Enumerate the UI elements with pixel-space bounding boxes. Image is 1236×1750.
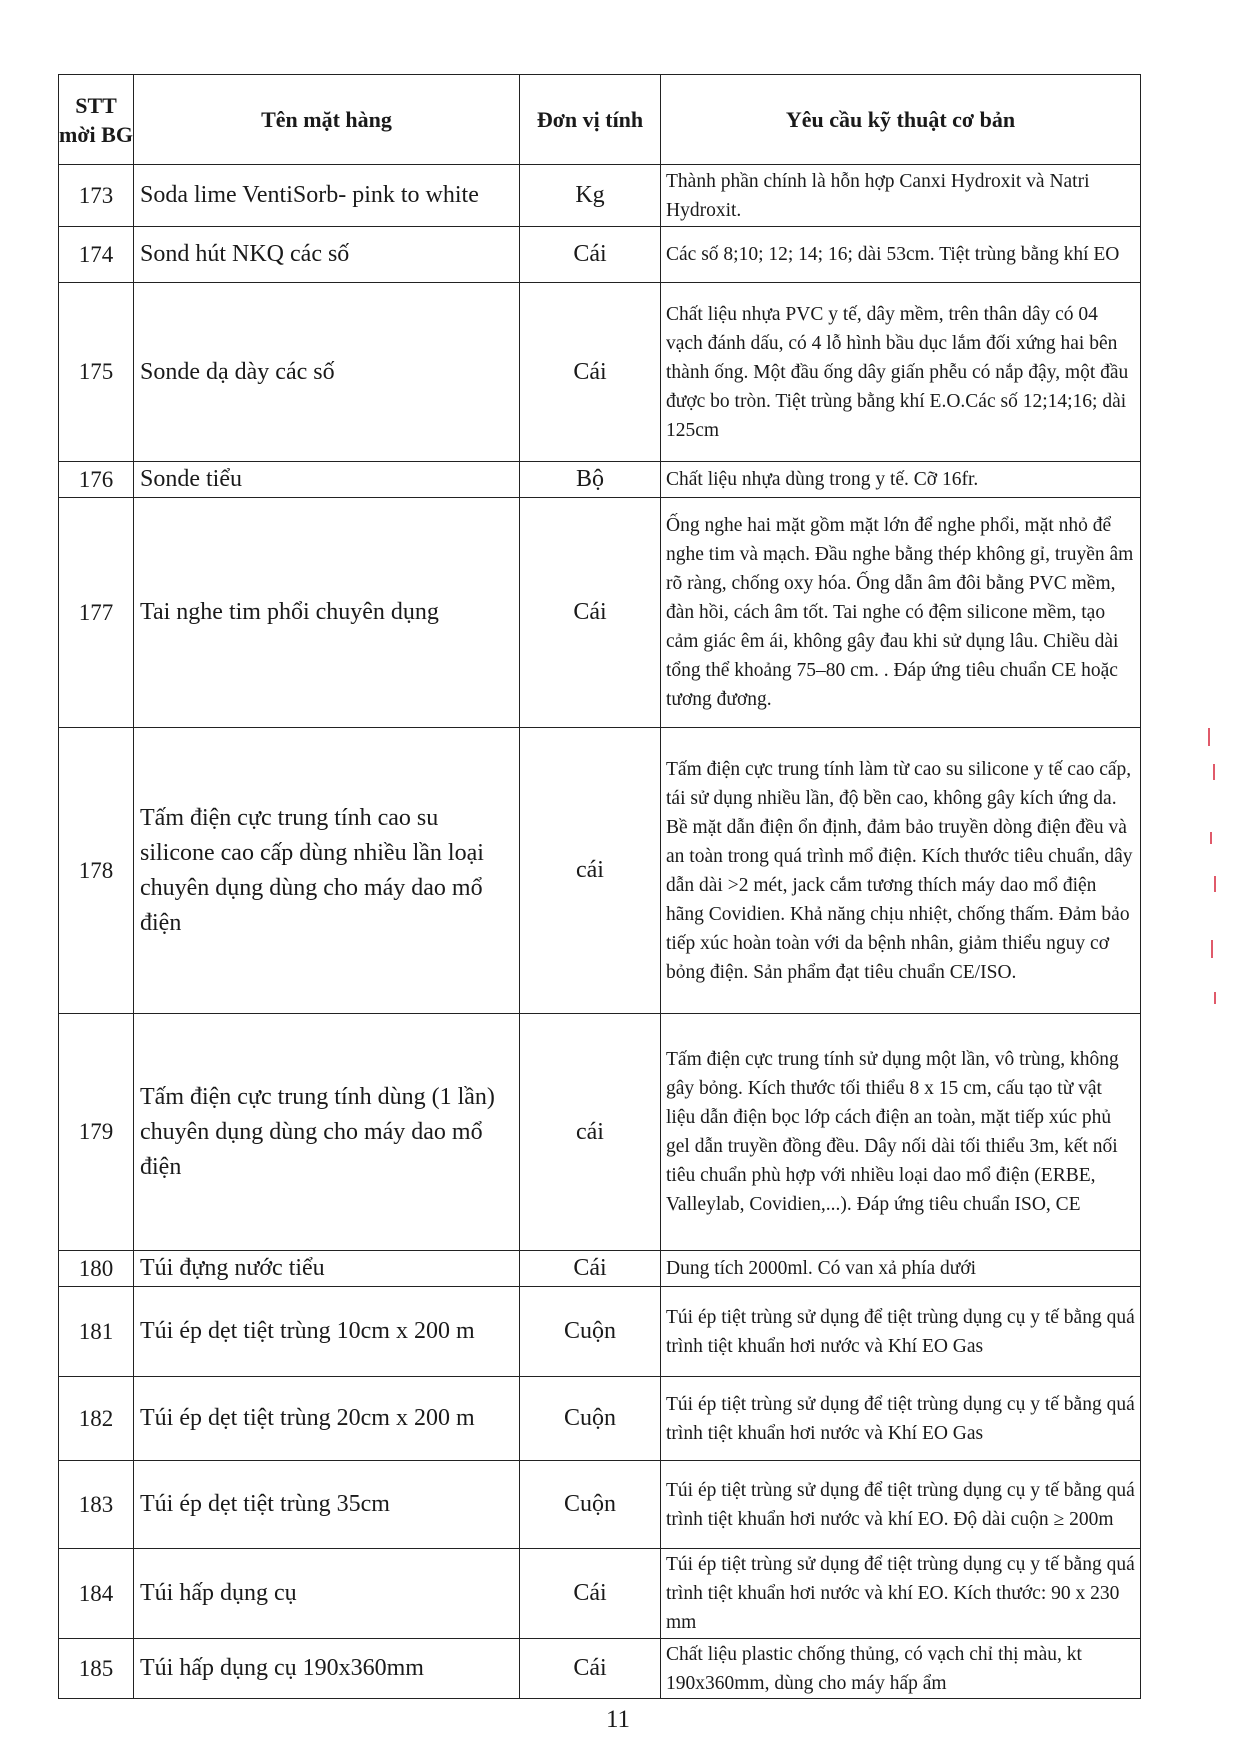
- row-requirement: Chất liệu nhựa PVC y tế, dây mềm, trên thân dây có 04 vạch đánh dấu, có 4 lỗ hình bầu dục lắm đối xứng hai bên thành ống. Một đầu ống dây giấn phễu có nắp đậy, một đầu được bo tròn. Tiệt trùng bằng khí E.O.Các số 12;14;16; dài 125cm: [661, 283, 1141, 462]
- table-row: [59, 283, 1141, 462]
- table-row: [59, 1639, 1141, 1699]
- row-item-name: Túi ép dẹt tiệt trùng 35cm: [134, 1461, 520, 1549]
- table-row: [59, 462, 1141, 498]
- stamp-mark: [1208, 728, 1210, 746]
- row-unit: Cuộn: [520, 1377, 661, 1461]
- stamp-mark: [1214, 876, 1216, 892]
- row-stt: 185: [59, 1639, 134, 1699]
- row-item-name: Soda lime VentiSorb- pink to white: [134, 165, 520, 227]
- row-item-name: Túi hấp dụng cụ 190x360mm: [134, 1639, 520, 1699]
- row-item-name: Túi ép dẹt tiệt trùng 20cm x 200 m: [134, 1377, 520, 1461]
- row-stt: 178: [59, 728, 134, 1014]
- header-requirement: Yêu cầu kỹ thuật cơ bản: [661, 75, 1141, 165]
- table-row: [59, 498, 1141, 728]
- row-requirement: Túi ép tiệt trùng sử dụng để tiệt trùng dụng cụ y tế bằng quá trình tiệt khuẩn hơi nước và Khí EO Gas: [661, 1377, 1141, 1461]
- row-requirement: Túi ép tiệt trùng sử dụng để tiệt trùng dụng cụ y tế bằng quá trình tiệt khuẩn hơi nước và Khí EO Gas: [661, 1287, 1141, 1377]
- row-requirement: Các số 8;10; 12; 14; 16; dài 53cm. Tiệt trùng bằng khí EO: [661, 227, 1141, 283]
- table-row: [59, 165, 1141, 227]
- row-stt: 177: [59, 498, 134, 728]
- header-stt: STT mời BG: [59, 75, 134, 165]
- row-requirement: Tấm điện cực trung tính làm từ cao su silicone y tế cao cấp, tái sử dụng nhiều lần, độ bền cao, không gây kích ứng da. Bề mặt dẫn điện ổn định, đảm bảo truyền dòng điện đều và an toàn trong quá trình mổ điện. Kích thước tiêu chuẩn, dây dẫn dài >2 mét, jack cắm tương thích máy dao mổ điện hãng Covidien. Khả năng chịu nhiệt, chống thấm. Đảm bảo tiếp xúc hoàn toàn với da bệnh nhân, giảm thiểu nguy cơ bỏng điện. Sản phẩm đạt tiêu chuẩn CE/ISO.: [661, 728, 1141, 1014]
- row-item-name: Túi đựng nước tiểu: [134, 1251, 520, 1287]
- row-requirement: Túi ép tiệt trùng sử dụng để tiệt trùng dụng cụ y tế bằng quá trình tiệt khuẩn hơi nước và khí EO. Kích thước: 90 x 230 mm: [661, 1549, 1141, 1639]
- row-requirement: Dung tích 2000ml. Có van xả phía dưới: [661, 1251, 1141, 1287]
- row-stt: 179: [59, 1014, 134, 1251]
- table-row: [59, 1377, 1141, 1461]
- row-stt: 184: [59, 1549, 134, 1639]
- page-number: 11: [605, 1706, 631, 1733]
- table-row: [59, 227, 1141, 283]
- row-unit: Cái: [520, 283, 661, 462]
- row-requirement: Ống nghe hai mặt gồm mặt lớn để nghe phổi, mặt nhỏ để nghe tim và mạch. Đầu nghe bằng thép không gỉ, truyền âm rõ ràng, chống oxy hóa. Ống dẫn âm đôi bằng PVC mềm, đàn hồi, cách âm tốt. Tai nghe có đệm silicone mềm, tạo cảm giác êm ái, không gây đau khi sử dụng lâu. Chiều dài tổng thể khoảng 75–80 cm. . Đáp ứng tiêu chuẩn CE hoặc tương đương.: [661, 498, 1141, 728]
- row-unit: Kg: [520, 165, 661, 227]
- row-requirement: Thành phần chính là hỗn hợp Canxi Hydroxit và Natri Hydroxit.: [661, 165, 1141, 227]
- table-row: [59, 728, 1141, 1014]
- table-row: [59, 1014, 1141, 1251]
- row-unit: Cái: [520, 1639, 661, 1699]
- row-unit: Cái: [520, 227, 661, 283]
- row-stt: 181: [59, 1287, 134, 1377]
- header-unit: Đơn vị tính: [520, 75, 661, 165]
- row-stt: 183: [59, 1461, 134, 1549]
- row-requirement: Chất liệu plastic chống thủng, có vạch chỉ thị màu, kt 190x360mm, dùng cho máy hấp ẩm: [661, 1639, 1141, 1699]
- document-table-container: [58, 74, 1140, 1699]
- stamp-mark: [1214, 992, 1216, 1004]
- row-unit: Cái: [520, 498, 661, 728]
- row-stt: 174: [59, 227, 134, 283]
- row-item-name: Sonde tiểu: [134, 462, 520, 498]
- row-stt: 176: [59, 462, 134, 498]
- table-row: [59, 1461, 1141, 1549]
- row-requirement: Tấm điện cực trung tính sử dụng một lần, vô trùng, không gây bỏng. Kích thước tối thiểu 8 x 15 cm, cấu tạo từ vật liệu dẫn điện bọc lớp cách điện an toàn, mặt tiếp xúc phủ gel dẫn truyền đồng đều. Dây nối dài tối thiểu 3m, kết nối tiêu chuẩn phù hợp với nhiều loại dao mổ điện (ERBE, Valleylab, Covidien,...). Đáp ứng tiêu chuẩn ISO, CE: [661, 1014, 1141, 1251]
- row-stt: 173: [59, 165, 134, 227]
- row-item-name: Tai nghe tim phổi chuyên dụng: [134, 498, 520, 728]
- stamp-mark: [1211, 940, 1213, 958]
- table-row: [59, 1549, 1141, 1639]
- row-item-name: Tấm điện cực trung tính dùng (1 lần) chuyên dụng dùng cho máy dao mổ điện: [134, 1014, 520, 1251]
- row-stt: 182: [59, 1377, 134, 1461]
- row-unit: cái: [520, 728, 661, 1014]
- row-item-name: Tấm điện cực trung tính cao su silicone cao cấp dùng nhiều lần loại chuyên dụng dùng cho máy dao mổ điện: [134, 728, 520, 1014]
- row-item-name: Sond hút NKQ các số: [134, 227, 520, 283]
- row-unit: Cái: [520, 1549, 661, 1639]
- row-unit: cái: [520, 1014, 661, 1251]
- row-stt: 175: [59, 283, 134, 462]
- row-requirement: Túi ép tiệt trùng sử dụng để tiệt trùng dụng cụ y tế bằng quá trình tiệt khuẩn hơi nước và khí EO. Độ dài cuộn ≥ 200m: [661, 1461, 1141, 1549]
- row-unit: Bộ: [520, 462, 661, 498]
- table-row: [59, 1287, 1141, 1377]
- stamp-mark: [1210, 832, 1212, 844]
- table-row: [59, 1251, 1141, 1287]
- row-item-name: Sonde dạ dày các số: [134, 283, 520, 462]
- row-item-name: Túi ép dẹt tiệt trùng 10cm x 200 m: [134, 1287, 520, 1377]
- table-header-row: [59, 75, 1141, 165]
- specification-table: [58, 74, 1141, 1699]
- row-unit: Cái: [520, 1251, 661, 1287]
- row-item-name: Túi hấp dụng cụ: [134, 1549, 520, 1639]
- row-unit: Cuộn: [520, 1287, 661, 1377]
- stamp-mark: [1213, 764, 1215, 780]
- row-unit: Cuộn: [520, 1461, 661, 1549]
- row-stt: 180: [59, 1251, 134, 1287]
- header-name: Tên mặt hàng: [134, 75, 520, 165]
- row-requirement: Chất liệu nhựa dùng trong y tế. Cỡ 16fr.: [661, 462, 1141, 498]
